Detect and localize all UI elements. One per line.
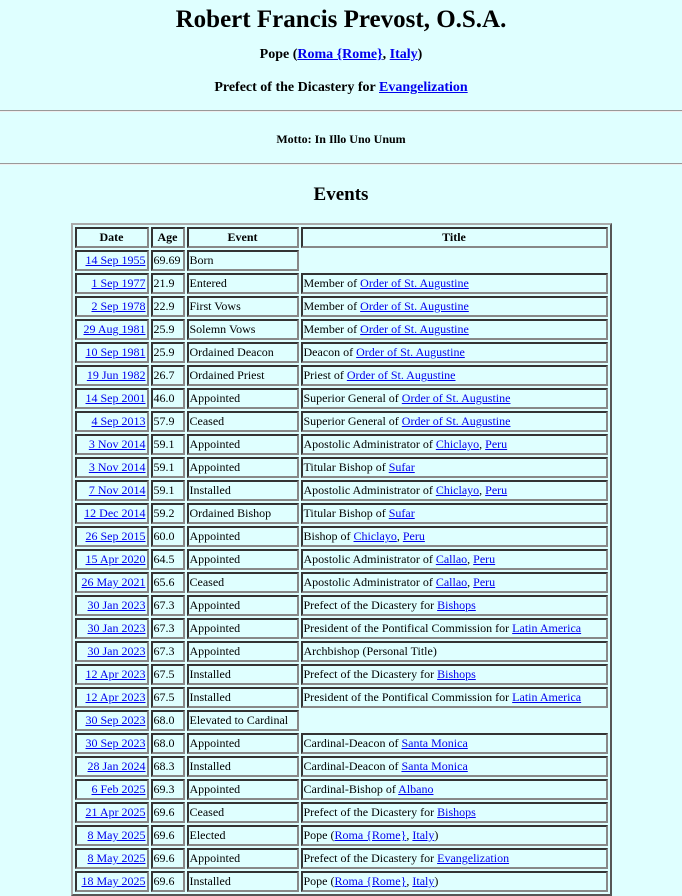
event-type-cell: Appointed [187, 457, 299, 478]
title-text: Member of [303, 299, 361, 313]
column-header-event: Event [187, 227, 299, 248]
table-row [75, 526, 608, 547]
event-age-cell: 67.5 [151, 687, 185, 708]
event-age-cell: 65.6 [151, 572, 185, 593]
event-date-link[interactable]: 1 Sep 1977 [91, 276, 146, 290]
title-text: Bishop of [303, 529, 354, 543]
title-link[interactable]: Peru [473, 552, 496, 566]
page [0, 6, 682, 896]
title-link[interactable]: Latin America [512, 690, 582, 704]
prefect-prefix: Prefect of the Dicastery for [214, 80, 379, 95]
page-title: Robert Francis Prevost, O.S.A. [175, 6, 507, 33]
event-title-cell [301, 802, 608, 823]
title-link[interactable]: Peru [485, 437, 508, 451]
title-text: ) [434, 874, 439, 888]
title-text: Prefect of the Dicastery for [303, 598, 438, 612]
event-type-cell: Appointed [187, 526, 299, 547]
event-date-cell [75, 848, 149, 869]
event-title-cell [301, 664, 608, 685]
event-date-cell [75, 388, 149, 409]
event-type-cell: Elevated to Cardinal [187, 710, 299, 731]
prefect-line [0, 80, 682, 96]
event-type-cell: Ceased [187, 802, 299, 823]
event-date-link[interactable]: 26 May 2021 [81, 575, 146, 589]
event-date-cell [75, 595, 149, 616]
event-type-cell: Ordained Deacon [187, 342, 299, 363]
title-text: Archbishop (Personal Title) [303, 644, 437, 658]
table-row [75, 710, 608, 731]
title-link[interactable]: Chiclayo [435, 437, 480, 451]
event-date-cell [75, 296, 149, 317]
title-text: Cardinal-Bishop of [303, 782, 399, 796]
table-row [75, 733, 608, 754]
event-type-cell: Ordained Bishop [187, 503, 299, 524]
table-row [75, 434, 608, 455]
event-date-cell [75, 273, 149, 294]
event-date-link[interactable]: 15 Apr 2020 [85, 552, 146, 566]
event-age-cell: 67.3 [151, 595, 185, 616]
event-date-cell [75, 480, 149, 501]
title-link[interactable]: Order of St. Augustine [356, 345, 465, 359]
pope-sep: , [382, 47, 390, 62]
title-text: , [479, 437, 486, 451]
table-row [75, 871, 608, 892]
title-text: President of the Pontifical Commission for [303, 690, 513, 704]
table-row [75, 388, 608, 409]
event-date-cell [75, 733, 149, 754]
title-text: Titular Bishop of [303, 506, 389, 520]
event-date-link[interactable]: 19 Jun 1982 [86, 368, 146, 382]
event-title-cell [301, 549, 608, 570]
title-text: President of the Pontifical Commission for [303, 621, 513, 635]
event-age-cell: 25.9 [151, 319, 185, 340]
table-row [75, 687, 608, 708]
events-heading: Events [313, 184, 369, 205]
event-date-link[interactable]: 30 Jan 2023 [87, 644, 146, 658]
event-date-link[interactable]: 29 Aug 1981 [83, 322, 146, 336]
event-age-cell: 69.6 [151, 848, 185, 869]
title-text: Apostolic Administrator of [303, 575, 436, 589]
event-age-cell: 69.3 [151, 779, 185, 800]
event-age-cell: 68.0 [151, 710, 185, 731]
event-type-cell: Installed [187, 480, 299, 501]
table-row [75, 480, 608, 501]
table-row [75, 802, 608, 823]
column-header-age: Age [151, 227, 185, 248]
event-date-cell [75, 503, 149, 524]
event-date-link[interactable]: 12 Apr 2023 [85, 690, 146, 704]
title-link[interactable]: Santa Monica [401, 759, 468, 773]
title-link[interactable]: Bishops [437, 805, 476, 819]
title-link[interactable]: Callao [435, 575, 468, 589]
event-date-cell [75, 756, 149, 777]
table-row [75, 296, 608, 317]
event-age-cell: 59.1 [151, 480, 185, 501]
event-title-cell [301, 411, 608, 432]
event-date-cell [75, 411, 149, 432]
event-title-cell [301, 641, 608, 662]
title-link[interactable]: Order of St. Augustine [346, 368, 456, 382]
event-title-cell [301, 848, 608, 869]
title-text: Titular Bishop of [303, 460, 389, 474]
pope-suffix: ) [417, 47, 423, 62]
event-age-cell: 59.1 [151, 457, 185, 478]
event-date-link[interactable]: 10 Sep 1981 [85, 345, 146, 359]
event-title-cell [301, 526, 608, 547]
event-date-cell [75, 710, 149, 731]
table-row [75, 848, 608, 869]
event-age-cell: 25.9 [151, 342, 185, 363]
event-type-cell: Appointed [187, 618, 299, 639]
event-age-cell: 69.6 [151, 802, 185, 823]
title-link[interactable]: Peru [402, 529, 425, 543]
event-type-cell: Appointed [187, 848, 299, 869]
event-title-cell [301, 756, 608, 777]
event-date-link[interactable]: 2 Sep 1978 [91, 299, 146, 313]
event-date-link[interactable]: 30 Jan 2023 [87, 621, 146, 635]
event-date-cell [75, 825, 149, 846]
event-date-link[interactable]: 21 Apr 2025 [85, 805, 146, 819]
title-link[interactable]: Roma {Rome} [334, 828, 407, 842]
event-age-cell: 69.69 [151, 250, 185, 271]
event-date-cell [75, 664, 149, 685]
event-type-cell: Ceased [187, 411, 299, 432]
event-date-link[interactable]: 30 Jan 2023 [87, 598, 146, 612]
event-title-cell [301, 733, 608, 754]
title-text: Apostolic Administrator of [303, 483, 436, 497]
event-title-cell [301, 618, 608, 639]
event-type-cell: Appointed [187, 733, 299, 754]
event-date-link[interactable]: 4 Sep 2013 [91, 414, 146, 428]
italy-link[interactable]: Italy [389, 47, 418, 62]
table-row [75, 273, 608, 294]
event-title-cell [301, 457, 608, 478]
event-type-cell: Installed [187, 687, 299, 708]
rome-link[interactable]: Roma {Rome} [297, 47, 383, 62]
title-text: Apostolic Administrator of [303, 552, 436, 566]
event-date-link[interactable]: 3 Nov 2014 [88, 437, 146, 451]
event-type-cell: Ceased [187, 572, 299, 593]
event-date-cell [75, 250, 149, 271]
title-text: Member of [303, 322, 361, 336]
title-link[interactable]: Order of St. Augustine [360, 299, 469, 313]
table-row [75, 250, 608, 271]
title-text: Pope ( [303, 874, 335, 888]
table-row [75, 319, 608, 340]
title-link[interactable]: Italy [412, 828, 435, 842]
event-title-cell [301, 595, 608, 616]
event-age-cell: 68.0 [151, 733, 185, 754]
event-date-cell [75, 871, 149, 892]
title-link[interactable]: Sufar [388, 460, 415, 474]
event-age-cell: 60.0 [151, 526, 185, 547]
table-row [75, 641, 608, 662]
title-text: Deacon of [303, 345, 357, 359]
title-link[interactable]: Peru [485, 483, 508, 497]
table-row [75, 411, 608, 432]
event-age-cell: 67.3 [151, 618, 185, 639]
title-link[interactable]: Evangelization [437, 851, 510, 865]
event-age-cell: 68.3 [151, 756, 185, 777]
event-date-link[interactable]: 8 May 2025 [87, 851, 146, 865]
table-row [75, 365, 608, 386]
column-header-title: Title [301, 227, 608, 248]
title-text: Cardinal-Deacon of [303, 736, 402, 750]
table-row [75, 664, 608, 685]
title-text: , [467, 575, 474, 589]
event-type-cell: Appointed [187, 595, 299, 616]
event-age-cell: 59.1 [151, 434, 185, 455]
table-row [75, 825, 608, 846]
event-age-cell: 64.5 [151, 549, 185, 570]
title-link[interactable]: Order of St. Augustine [401, 414, 511, 428]
title-link[interactable]: Peru [473, 575, 496, 589]
event-date-cell [75, 457, 149, 478]
event-date-link[interactable]: 6 Feb 2025 [91, 782, 146, 796]
divider-bottom [0, 163, 682, 165]
table-row [75, 618, 608, 639]
event-title-cell [301, 871, 608, 892]
event-date-link[interactable]: 26 Sep 2015 [85, 529, 146, 543]
event-type-cell: Elected [187, 825, 299, 846]
title-text: Superior General of [303, 391, 402, 405]
event-age-cell: 67.5 [151, 664, 185, 685]
title-text: Prefect of the Dicastery for [303, 851, 438, 865]
title-text: , [467, 552, 474, 566]
event-type-cell: Installed [187, 664, 299, 685]
table-row [75, 549, 608, 570]
title-text: Superior General of [303, 414, 402, 428]
pope-prefix: Pope ( [259, 47, 298, 62]
event-type-cell: Appointed [187, 434, 299, 455]
event-date-link[interactable]: 3 Nov 2014 [88, 460, 146, 474]
title-link[interactable]: Santa Monica [401, 736, 468, 750]
event-date-cell [75, 342, 149, 363]
event-title-cell [301, 365, 608, 386]
event-date-cell [75, 319, 149, 340]
event-date-cell [75, 687, 149, 708]
event-type-cell: Installed [187, 756, 299, 777]
event-type-cell: Ordained Priest [187, 365, 299, 386]
event-date-cell [75, 641, 149, 662]
event-date-link[interactable]: 28 Jan 2024 [87, 759, 146, 773]
event-title-cell [301, 319, 608, 340]
title-text: , [396, 529, 403, 543]
title-text: Cardinal-Deacon of [303, 759, 402, 773]
column-header-date: Date [75, 227, 149, 248]
title-text: Member of [303, 276, 361, 290]
event-type-cell: Appointed [187, 779, 299, 800]
events-table-body [75, 250, 608, 892]
event-title-cell [301, 687, 608, 708]
title-text: Pope ( [303, 828, 335, 842]
event-date-cell [75, 365, 149, 386]
event-date-link[interactable]: 7 Nov 2014 [88, 483, 146, 497]
event-type-cell: Installed [187, 871, 299, 892]
event-date-cell [75, 549, 149, 570]
title-link[interactable]: Chiclayo [353, 529, 397, 543]
event-age-cell: 59.2 [151, 503, 185, 524]
event-age-cell: 67.3 [151, 641, 185, 662]
title-text: Prefect of the Dicastery for [303, 667, 438, 681]
event-age-cell: 46.0 [151, 388, 185, 409]
event-date-link[interactable]: 30 Sep 2023 [85, 736, 146, 750]
event-date-link[interactable]: 14 Sep 2001 [85, 391, 146, 405]
table-row [75, 595, 608, 616]
title-link[interactable]: Italy [412, 874, 435, 888]
event-type-cell: Appointed [187, 388, 299, 409]
title-link[interactable]: Bishops [437, 667, 476, 681]
event-type-cell: First Vows [187, 296, 299, 317]
event-title-cell [301, 480, 608, 501]
title-link[interactable]: Callao [435, 552, 468, 566]
event-date-cell [75, 802, 149, 823]
pope-line [0, 47, 682, 63]
event-date-link[interactable]: 30 Sep 2023 [85, 713, 146, 727]
table-row [75, 342, 608, 363]
event-date-cell [75, 434, 149, 455]
event-date-cell [75, 572, 149, 593]
divider-top [0, 110, 682, 112]
event-date-link[interactable]: 14 Sep 1955 [85, 253, 146, 267]
event-date-cell [75, 526, 149, 547]
event-title-cell [301, 825, 608, 846]
event-type-cell: Entered [187, 273, 299, 294]
event-date-link[interactable]: 12 Apr 2023 [85, 667, 146, 681]
event-title-cell [301, 273, 608, 294]
title-text: , [406, 828, 413, 842]
title-link[interactable]: Albano [398, 782, 434, 796]
table-row [75, 457, 608, 478]
event-title-cell [301, 572, 608, 593]
title-link[interactable]: Order of St. Augustine [360, 322, 469, 336]
event-age-cell: 26.7 [151, 365, 185, 386]
event-age-cell: 69.6 [151, 871, 185, 892]
event-date-cell [75, 618, 149, 639]
event-title-cell [301, 296, 608, 317]
event-type-cell: Appointed [187, 641, 299, 662]
title-link[interactable]: Chiclayo [435, 483, 480, 497]
evangelization-link[interactable]: Evangelization [379, 80, 468, 95]
event-type-cell: Appointed [187, 549, 299, 570]
event-age-cell: 22.9 [151, 296, 185, 317]
event-date-link[interactable]: 8 May 2025 [87, 828, 146, 842]
table-header-row [75, 227, 608, 248]
table-row [75, 503, 608, 524]
table-row [75, 572, 608, 593]
title-link[interactable]: Roma {Rome} [334, 874, 407, 888]
motto: Motto: In Illo Uno Unum [276, 132, 406, 146]
event-title-cell [301, 388, 608, 409]
table-row [75, 779, 608, 800]
title-text: Priest of [303, 368, 347, 382]
title-text: ) [434, 828, 439, 842]
event-date-link[interactable]: 12 Dec 2014 [84, 506, 146, 520]
event-title-cell [301, 779, 608, 800]
event-date-link[interactable]: 18 May 2025 [81, 874, 146, 888]
events-table [71, 223, 612, 896]
event-title-cell [301, 434, 608, 455]
title-link[interactable]: Order of St. Augustine [401, 391, 511, 405]
event-age-cell: 69.6 [151, 825, 185, 846]
event-type-cell: Solemn Vows [187, 319, 299, 340]
title-text: Apostolic Administrator of [303, 437, 436, 451]
title-text: , [406, 874, 413, 888]
event-title-cell [301, 503, 608, 524]
event-age-cell: 21.9 [151, 273, 185, 294]
event-date-cell [75, 779, 149, 800]
title-text: , [479, 483, 486, 497]
event-age-cell: 57.9 [151, 411, 185, 432]
event-type-cell: Born [187, 250, 299, 271]
event-title-cell [301, 342, 608, 363]
title-link[interactable]: Order of St. Augustine [360, 276, 469, 290]
title-link[interactable]: Sufar [388, 506, 415, 520]
table-row [75, 756, 608, 777]
title-link[interactable]: Bishops [437, 598, 476, 612]
title-text: Prefect of the Dicastery for [303, 805, 438, 819]
title-link[interactable]: Latin America [512, 621, 582, 635]
